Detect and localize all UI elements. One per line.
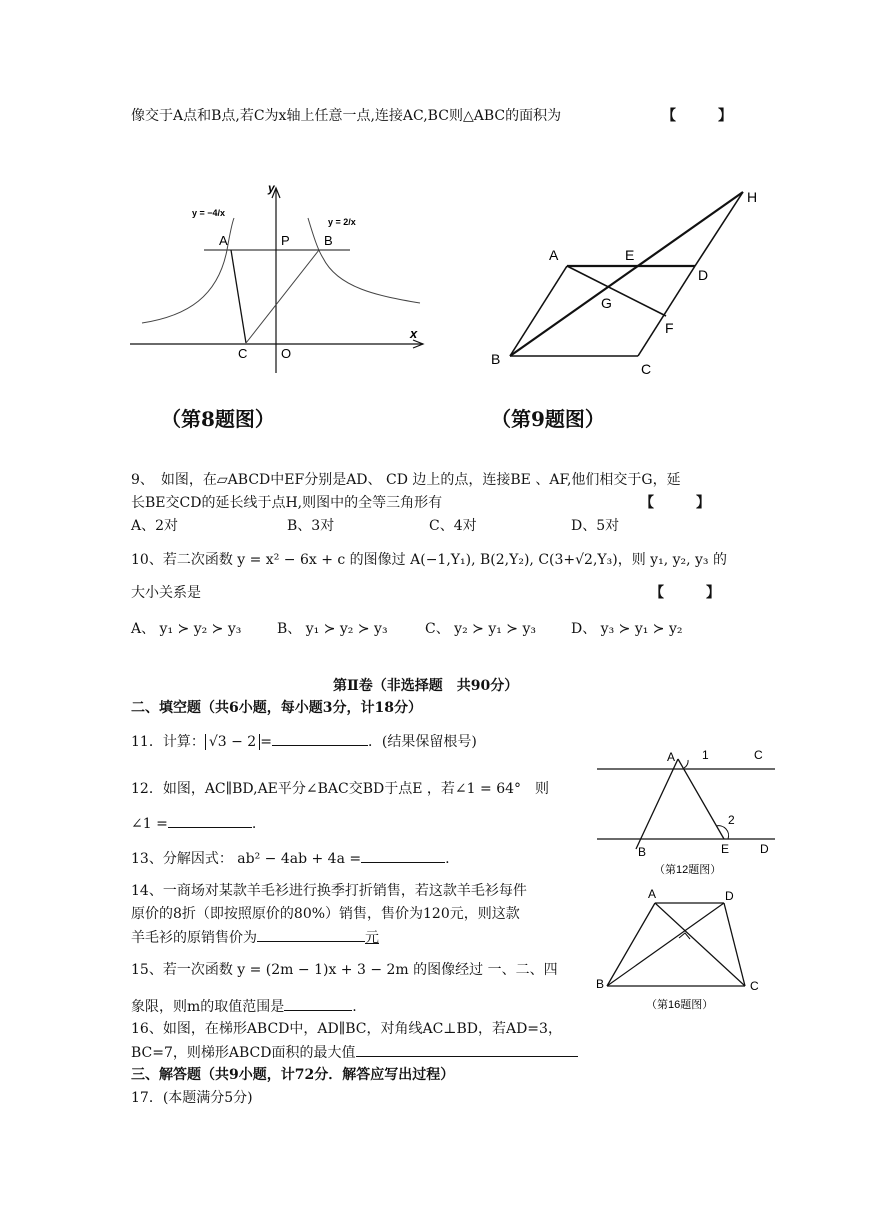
- question-17-heading: 17．(本题满分5分): [131, 1090, 253, 1106]
- figure-point-label: A: [549, 247, 559, 263]
- figure-9-parallelogram: [485, 180, 775, 380]
- question-14-line3: 羊毛衫的原销售价为 元: [131, 927, 379, 948]
- figure-point-label: C: [641, 361, 652, 377]
- figure-point-label: 1: [702, 748, 709, 762]
- figure-point-label: H: [747, 189, 758, 205]
- absolute-value-expr: √3 − 2: [205, 734, 260, 750]
- fig8-label-A: A: [219, 233, 228, 248]
- question-9-line2: 长BE交CD的延长线于点H,则图中的全等三角形有: [131, 495, 443, 511]
- figure-8-graph: [128, 178, 428, 378]
- figure-point-label: G: [601, 295, 612, 311]
- question-15-line1: 15、若一次函数 y = (2m − 1)x + 3 − 2m 的图像经过 一、二、四: [131, 962, 558, 978]
- fig8-eq-left: y = −4/x: [192, 208, 226, 218]
- figure-point-label: B: [491, 351, 501, 367]
- answer-bracket-q8: 【 】: [662, 108, 732, 124]
- section-2-heading: 二、填空题（共6小题，每小题3分，计18分）: [131, 700, 422, 716]
- figure-point-label: E: [625, 247, 635, 263]
- figure-12-caption: （第12题图）: [654, 864, 722, 876]
- fig8-label-y: y: [268, 181, 275, 195]
- fig8-label-C: C: [238, 346, 248, 361]
- figure-point-label: B: [638, 845, 647, 859]
- question-12-line1: 12．如图，AC∥BD,AE平分∠BAC交BD于点E ，若∠1 = 64° 则: [131, 781, 550, 797]
- figure-point-label: B: [596, 977, 605, 991]
- figure-point-label: D: [698, 267, 709, 283]
- question-15-line2: 象限，则m的取值范围是 .: [131, 996, 357, 1017]
- question-11: 11．计算： √3 − 2 = ．(结果保留根号): [131, 731, 477, 752]
- question-9-line1: 9、 如图，在▱ABCD中EF分别是AD、 CD 边上的点，连接BE 、AF,他们相交于G，延: [131, 472, 681, 488]
- fig8-label-B: B: [324, 233, 333, 248]
- q9-option-a: A、2对: [131, 518, 179, 534]
- question-10-line1: 10、若二次函数 y = x² − 6x + c 的图像过 A(−1,Y₁), B(2,Y₂), C(3+√2,Y₃)，则 y₁, y₂, y₃ 的: [131, 552, 727, 568]
- answer-bracket-q10: 【 】: [650, 585, 720, 601]
- figure-point-label: E: [721, 842, 730, 856]
- answer-bracket-q9: 【 】: [640, 495, 710, 511]
- figure-point-label: A: [667, 750, 676, 764]
- fig8-eq-right: y = 2/x: [328, 217, 356, 227]
- q10-option-b: B、 y₁ ≻ y₂ ≻ y₃: [277, 621, 388, 637]
- figure-16-trapezoid: [592, 884, 782, 1014]
- figure-point-label: 2: [728, 813, 735, 827]
- figure-point-label: D: [760, 842, 769, 856]
- figure-12-parallel-lines: [592, 742, 782, 882]
- question-13: 13、分解因式： ab² − 4ab + 4a = .: [131, 848, 450, 869]
- question-16-line2: BC=7，则梯形ABCD面积的最大值: [131, 1042, 578, 1063]
- figure-9-caption: （第9题图）: [491, 407, 605, 431]
- figure-8-caption: （第8题图）: [161, 407, 275, 431]
- question-14-line2: 原价的8折（即按照原价的80%）销售，售价为120元，则这款: [131, 906, 520, 922]
- figure-point-label: F: [665, 320, 674, 336]
- fig8-label-O: O: [281, 346, 292, 361]
- section-3-heading: 三、解答题（共9小题，计72分．解答应写出过程）: [131, 1067, 455, 1083]
- fig8-label-x: x: [410, 326, 418, 341]
- question-8-continuation: 像交于A点和B点,若C为x轴上任意一点,连接AC,BC则△ABC的面积为: [131, 108, 562, 124]
- question-14-line1: 14、一商场对某款羊毛衫进行换季打折销售，若这款羊毛衫每件: [131, 883, 527, 899]
- figure-point-label: C: [750, 979, 759, 993]
- figure-16-caption: （第16题图）: [646, 999, 714, 1011]
- q9-option-d: D、5对: [571, 518, 620, 534]
- question-10-line2: 大小关系是: [131, 585, 201, 601]
- figure-point-label: A: [648, 887, 657, 901]
- question-12-line2: ∠1 = .: [131, 813, 256, 834]
- figure-point-label: C: [754, 748, 763, 762]
- q9-option-b: B、3对: [287, 518, 335, 534]
- q10-option-d: D、 y₃ ≻ y₁ ≻ y₂: [571, 621, 683, 637]
- q10-option-a: A、 y₁ ≻ y₂ ≻ y₃: [131, 621, 242, 637]
- part-2-title: 第Ⅱ卷（非选择题 共90分）: [333, 678, 519, 694]
- fig8-label-P: P: [281, 233, 290, 248]
- q9-option-c: C、4对: [429, 518, 477, 534]
- question-16-line1: 16、如图，在梯形ABCD中，AD∥BC，对角线AC⊥BD，若AD=3，: [131, 1021, 562, 1037]
- q10-option-c: C、 y₂ ≻ y₁ ≻ y₃: [425, 621, 536, 637]
- figure-point-label: D: [725, 889, 734, 903]
